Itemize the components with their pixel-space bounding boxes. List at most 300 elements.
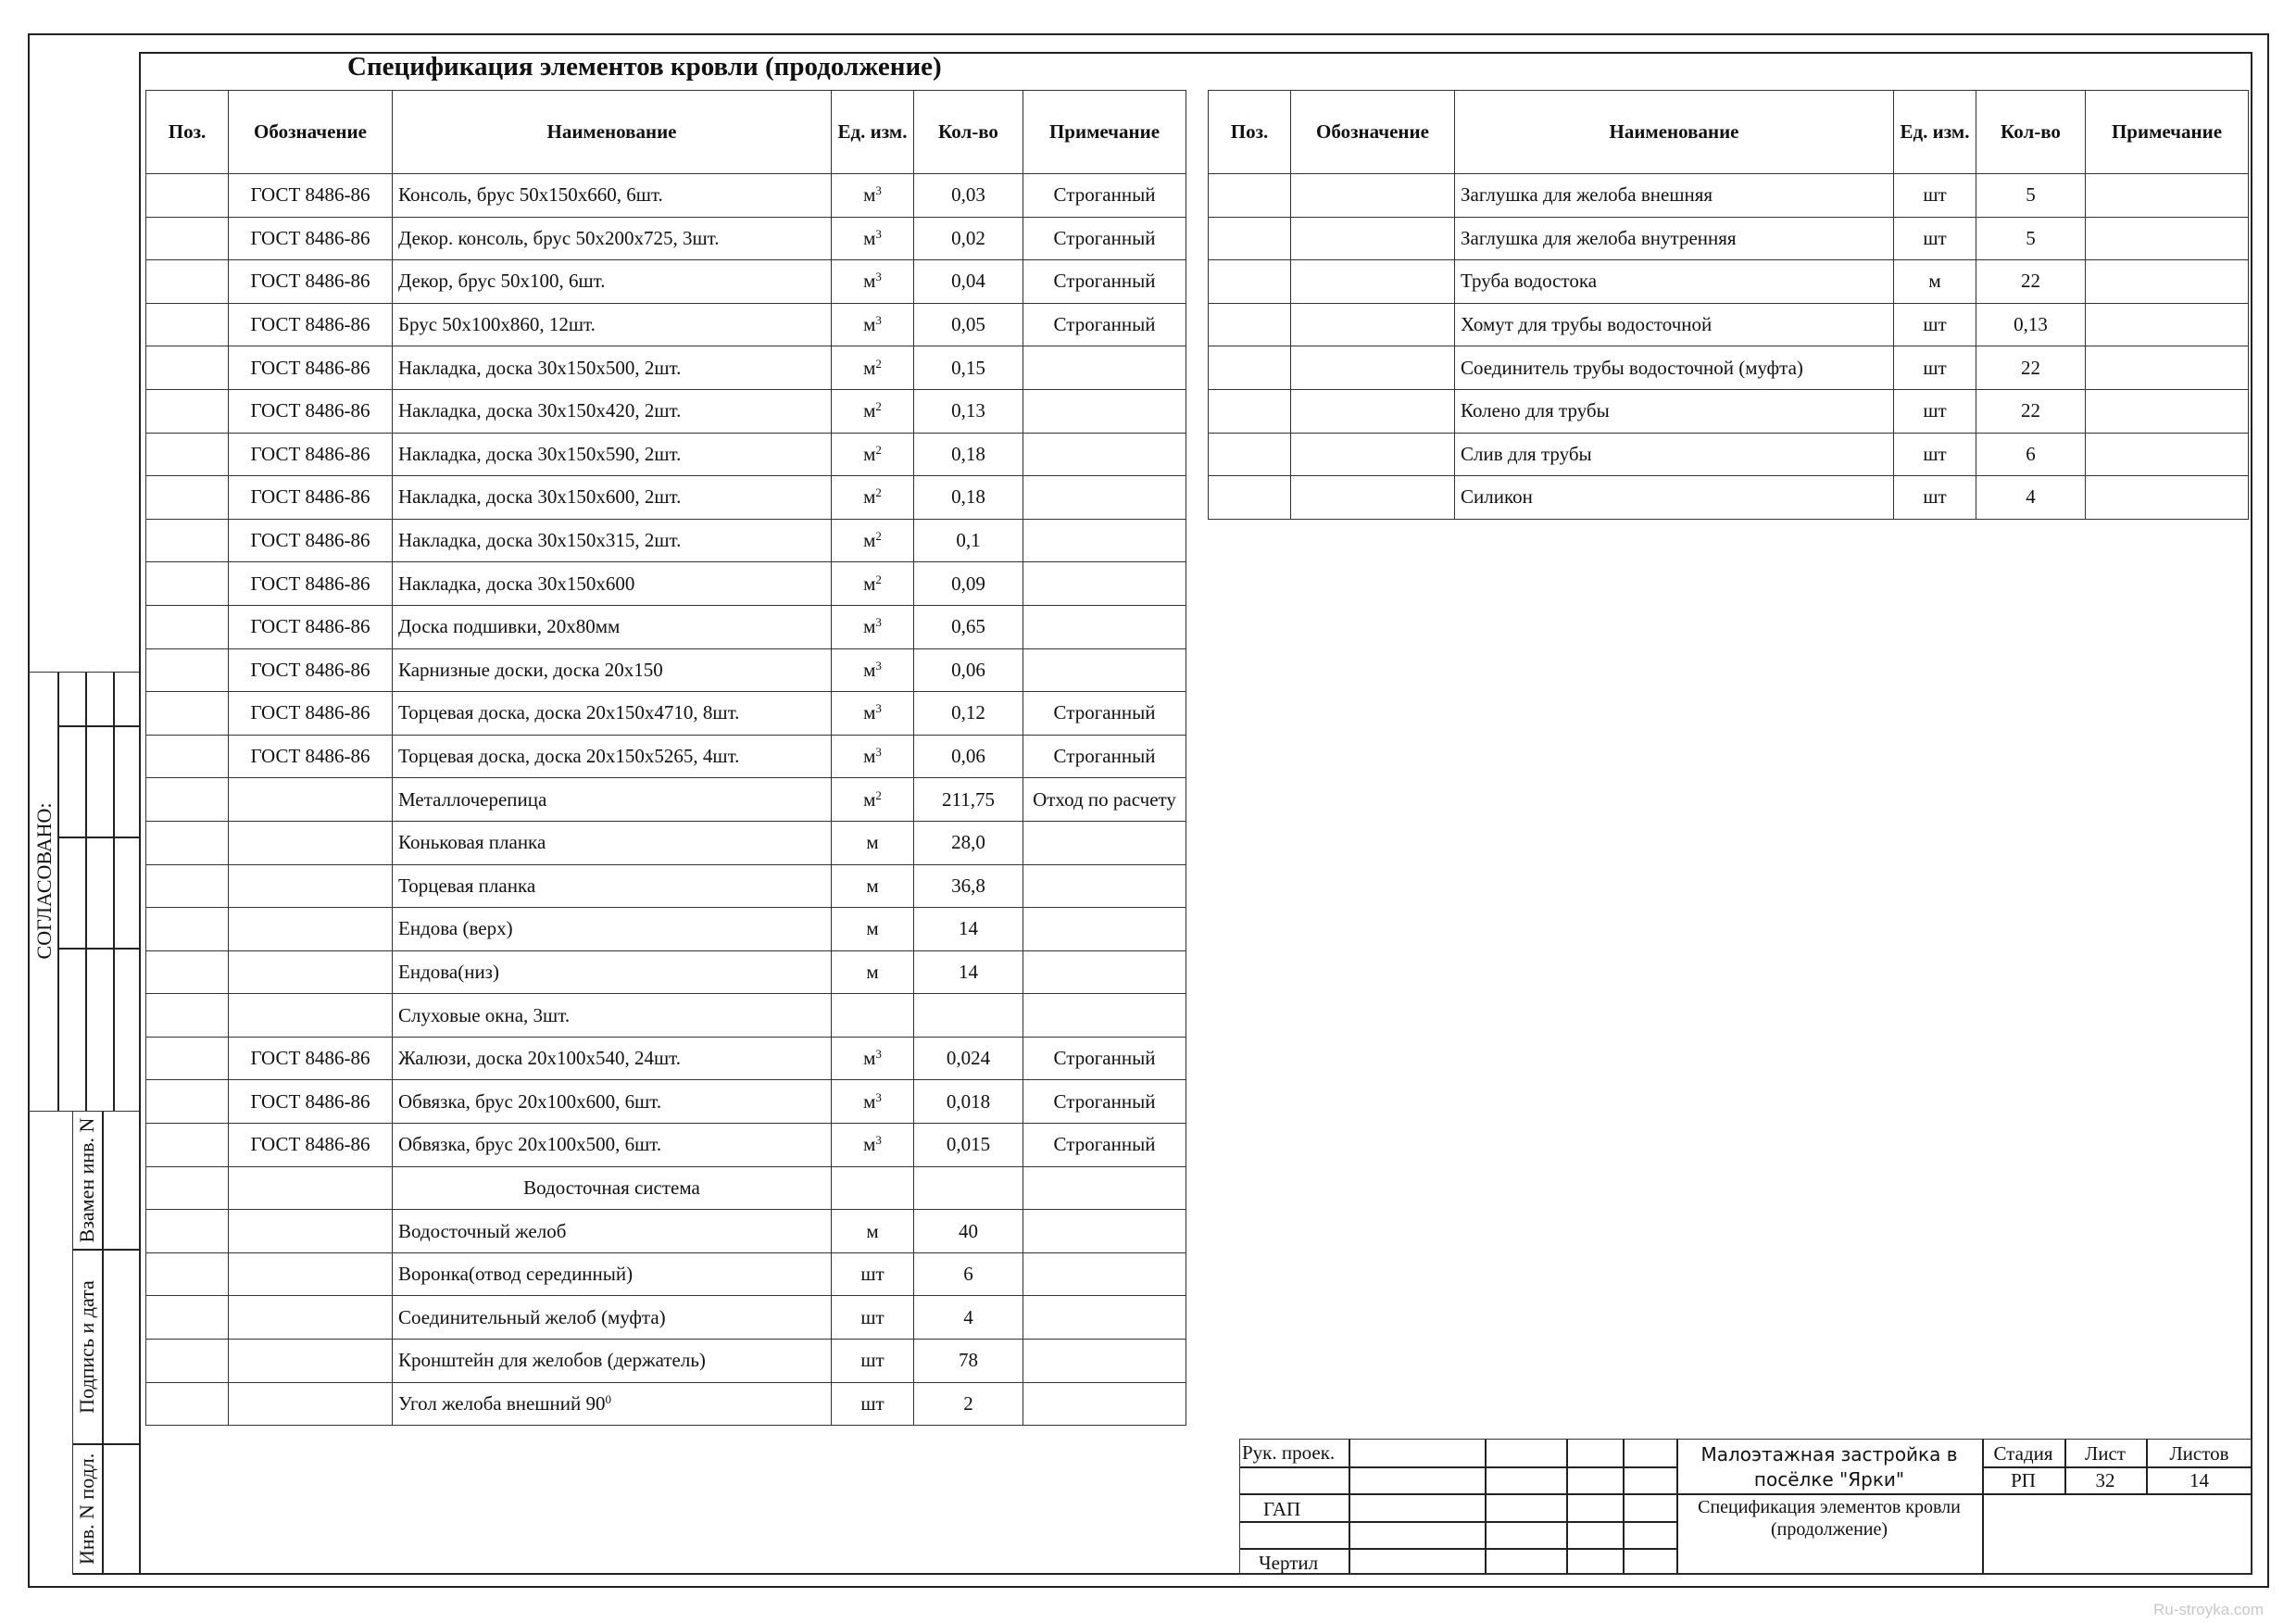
col-header-qty: Кол-во [1976,91,2086,174]
unit-superscript: 2 [875,356,882,371]
item-name: Накладка, доска 30х150х500, 2шт. [398,356,682,379]
item-name: Воронка(отвод серединный) [398,1263,634,1286]
cell-name [1455,174,1894,218]
cell-designation [229,1210,393,1253]
spec-table-right [1208,90,2249,520]
table-row [1209,303,2249,346]
agreement-strip-divider-2 [85,673,87,1111]
cell-note [1023,648,1186,692]
table-row [146,864,1186,908]
table-row [1209,346,2249,390]
sheet-title: Спецификация элементов кровли (продолжение) [347,52,942,82]
cell-qty: 14 [914,950,1023,994]
col-header-pos: Поз. [1209,91,1291,174]
cell-note: Строганный [1023,735,1186,778]
cell-pos [1209,217,1291,260]
cell-unit [832,1296,914,1340]
cell-pos [146,821,229,864]
cell-note [1023,346,1186,390]
cell-qty: 5 [1976,174,2086,218]
cell-pos [146,648,229,692]
item-name: Ендова (верх) [398,917,513,940]
cell-unit [832,821,914,864]
cell-unit [832,1252,914,1296]
outer-frame-right [2267,33,2269,1588]
cell-qty: 6 [1976,433,2086,476]
cell-note [1023,476,1186,520]
item-name: Торцевая доска, доска 20х150х4710, 8шт. [398,701,740,724]
unit-text: шт [860,1349,885,1372]
cell-qty: 78 [914,1340,1023,1383]
item-name: Слуховые окна, 3шт. [398,1003,571,1026]
cell-name [393,994,832,1038]
replace-inv-label: Взамен инв. N [75,1117,98,1243]
cell-designation: ГОСТ 8486-86 [229,433,393,476]
cell-unit [832,476,914,520]
cell-note: Строганный [1023,174,1186,218]
cell-pos [146,605,229,648]
unit-superscript: 3 [875,1047,882,1062]
table-header-row [146,91,1186,174]
item-name: Водосточная система [523,1176,700,1199]
cell-pos [146,389,229,433]
unit-text: м [866,960,879,983]
table-row [146,1080,1186,1124]
table-row [146,1382,1186,1426]
watermark: Ru-stroyka.com [2152,1601,2264,1618]
cell-note [1023,1382,1186,1426]
cell-pos [1209,346,1291,390]
item-name: Торцевая планка [398,874,536,897]
cell-unit [832,648,914,692]
unit-superscript: 3 [875,701,882,716]
cell-note [1023,605,1186,648]
table-row [1209,433,2249,476]
cell-unit [832,1382,914,1426]
tb-role-3: Чертил [1259,1552,1319,1574]
table-row [146,1210,1186,1253]
cell-unit [832,692,914,736]
item-name: Накладка, доска 30х150х600 [398,572,635,595]
cell-qty: 0,18 [914,433,1023,476]
unit-superscript: 2 [875,572,882,586]
col-header-pos: Поз. [146,91,229,174]
tb-hline-3 [1240,1493,2252,1495]
unit-superscript: 3 [875,1089,882,1104]
cell-name [393,821,832,864]
item-name: Угол желоба внешний 90 [398,1391,606,1415]
cell-qty: 22 [1976,389,2086,433]
tb-hline-2 [1982,1466,2252,1468]
unit-text: шт [860,1263,885,1286]
unit-text: м [863,485,876,509]
cell-qty: 0,06 [914,735,1023,778]
cell-name [393,389,832,433]
item-name: Брус 50х100х860, 12шт. [398,313,596,336]
cell-name [393,735,832,778]
item-name: Жалюзи, доска 20х100х540, 24шт. [398,1047,682,1070]
cell-name [1455,260,1894,304]
unit-text: шт [1923,183,1947,207]
outer-frame-top [28,33,2269,35]
cell-name [393,605,832,648]
cell-designation: ГОСТ 8486-86 [229,260,393,304]
table-row [146,519,1186,562]
cell-designation: ГОСТ 8486-86 [229,692,393,736]
cell-pos [146,994,229,1038]
cell-name [393,1124,832,1167]
table-row [146,1340,1186,1383]
cell-unit [832,303,914,346]
unit-text: м [863,1047,876,1070]
cell-designation: ГОСТ 8486-86 [229,346,393,390]
item-name: Водосточный желоб [398,1219,567,1242]
cell-note [1023,1340,1186,1383]
cell-note [1023,389,1186,433]
cell-note [2086,433,2249,476]
cell-qty: 0,018 [914,1080,1023,1124]
unit-text: шт [860,1391,885,1415]
cell-note [2086,217,2249,260]
cell-qty: 0,09 [914,562,1023,606]
unit-text: м [863,745,876,768]
spec-table-left [145,90,1186,1426]
cell-qty: 0,13 [914,389,1023,433]
item-name: Декор, брус 50х100, 6шт. [398,270,606,293]
cell-designation: ГОСТ 8486-86 [229,735,393,778]
cell-designation [229,821,393,864]
unit-superscript: 3 [875,226,882,241]
outer-frame-bottom [28,1586,2269,1588]
cell-designation [229,1252,393,1296]
table-row [146,174,1186,218]
cell-unit [832,1340,914,1383]
cell-note [1023,950,1186,994]
cell-unit [1894,260,1976,304]
cell-name [393,778,832,822]
cell-name [393,1252,832,1296]
cell-pos [1209,389,1291,433]
cell-unit [1894,389,1976,433]
cell-designation [229,994,393,1038]
col-header-designation: Обозначение [1291,91,1455,174]
cell-name [393,303,832,346]
cell-unit [1894,476,1976,520]
cell-name [393,1166,832,1210]
table-row [146,303,1186,346]
col-header-qty: Кол-во [914,91,1023,174]
cell-name [393,950,832,994]
cell-name [393,562,832,606]
cell-qty: 0,18 [914,476,1023,520]
table-row [146,1124,1186,1167]
cell-note: Строганный [1023,303,1186,346]
cell-note: Строганный [1023,1124,1186,1167]
cell-pos [146,1166,229,1210]
unit-text: шт [1923,356,1947,379]
cell-designation: ГОСТ 8486-86 [229,389,393,433]
cell-pos [1209,476,1291,520]
unit-text: шт [1923,442,1947,465]
cell-qty: 22 [1976,346,2086,390]
cell-note [1023,1252,1186,1296]
cell-unit [1894,346,1976,390]
agreement-strip-divider-3 [113,673,115,1111]
cell-qty: 5 [1976,217,2086,260]
cell-qty: 6 [914,1252,1023,1296]
cell-unit [832,389,914,433]
cell-name [393,692,832,736]
cell-name [1455,346,1894,390]
tb-hline-5 [1240,1548,1676,1550]
cell-designation [1291,433,1455,476]
cell-designation [1291,260,1455,304]
table-row [146,605,1186,648]
agreement-strip-row-1 [57,725,141,727]
unit-superscript: 3 [875,658,882,673]
unit-text: м [863,399,876,422]
unit-text: м [866,874,879,897]
cell-unit [832,346,914,390]
cell-qty: 0,03 [914,174,1023,218]
cell-note: Строганный [1023,217,1186,260]
item-name: Заглушка для желоба внутренняя [1461,226,1737,249]
cell-unit [832,217,914,260]
item-name: Соединитель трубы водосточной (муфта) [1461,356,1803,379]
cell-pos [1209,303,1291,346]
cell-designation [229,908,393,951]
col-header-designation: Обозначение [229,91,393,174]
table-row [146,346,1186,390]
cell-pos [146,519,229,562]
cell-designation [1291,174,1455,218]
unit-text: шт [860,1305,885,1328]
unit-text: м [863,442,876,465]
table-row [146,692,1186,736]
tb-project-line-2: посёлке "Ярки" [1753,1468,1905,1491]
cell-pos [146,1210,229,1253]
unit-superscript: 2 [875,442,882,457]
cell-note [1023,562,1186,606]
item-name: Слив для трубы [1461,442,1592,465]
cell-name [393,519,832,562]
cell-name [393,1296,832,1340]
agreement-strip-row-2 [57,837,141,838]
cell-unit [832,735,914,778]
cell-note [1023,519,1186,562]
cell-qty: 14 [914,908,1023,951]
table-row [146,389,1186,433]
cell-pos [146,476,229,520]
item-name: Кронштейн для желобов (держатель) [398,1349,706,1372]
unit-text: м [863,701,876,724]
cell-unit [832,1124,914,1167]
cell-qty: 0,12 [914,692,1023,736]
inner-frame-right [2251,52,2252,1575]
item-name: Обвязка, брус 20х100х500, 6шт. [398,1133,662,1156]
col-header-name: Наименование [1455,91,1894,174]
cell-note [1023,1166,1186,1210]
unit-text: шт [1923,399,1947,422]
cell-designation: ГОСТ 8486-86 [229,648,393,692]
table-row [146,1037,1186,1080]
unit-text: м [863,183,876,207]
item-name: Ендова(низ) [398,960,499,983]
unit-superscript: 3 [875,183,882,198]
cell-name [393,864,832,908]
cell-note: Строганный [1023,1037,1186,1080]
item-name: Колено для трубы [1461,399,1610,422]
cell-unit [832,433,914,476]
tb-hline-1 [1240,1466,1676,1468]
agreement-strip-divider-1 [57,673,59,1111]
cell-pos [1209,260,1291,304]
tb-vline-2 [1485,1440,1487,1574]
cell-name [1455,433,1894,476]
cell-note [2086,476,2249,520]
cell-unit [832,562,914,606]
cell-designation [1291,389,1455,433]
table-row [146,994,1186,1038]
table-row [146,821,1186,864]
unit-text: м [863,313,876,336]
tb-sheets-label: Листов [2169,1442,2229,1465]
agreed-label: СОГЛАСОВАНО: [32,802,56,960]
cell-note [2086,174,2249,218]
cell-name [1455,389,1894,433]
cell-designation [229,950,393,994]
signature-strip-row-1 [73,1249,141,1251]
inv-orig-label: Инв. N подл. [75,1453,98,1565]
unit-superscript: 2 [875,485,882,500]
cell-unit [1894,174,1976,218]
cell-designation: ГОСТ 8486-86 [229,605,393,648]
cell-designation: ГОСТ 8486-86 [229,1124,393,1167]
table-row [146,433,1186,476]
table-row [1209,217,2249,260]
cell-unit [1894,303,1976,346]
cell-qty: 0,13 [1976,303,2086,346]
cell-name [393,260,832,304]
table-row [146,476,1186,520]
cell-name [1455,476,1894,520]
agreement-strip-row-3 [57,948,141,950]
cell-qty: 22 [1976,260,2086,304]
cell-name [393,1210,832,1253]
cell-qty: 211,75 [914,778,1023,822]
cell-pos [146,1080,229,1124]
cell-unit [832,864,914,908]
cell-note [1023,908,1186,951]
unit-superscript: 2 [875,529,882,544]
unit-text: м [863,658,876,681]
cell-qty: 0,15 [914,346,1023,390]
cell-designation: ГОСТ 8486-86 [229,519,393,562]
unit-superscript: 3 [875,1133,882,1148]
table-row [146,1252,1186,1296]
unit-text: м [866,1219,879,1242]
unit-text: м [863,615,876,638]
cell-name [393,476,832,520]
tb-sheet-title-1: Спецификация элементов кровли [1698,1497,1961,1517]
cell-pos [146,562,229,606]
table-row [1209,260,2249,304]
unit-text: шт [1923,485,1947,509]
tb-sheet-title-2: (продолжение) [1770,1519,1888,1540]
cell-pos [146,1037,229,1080]
cell-designation [229,1340,393,1383]
item-name: Труба водостока [1461,270,1598,293]
table-row [146,735,1186,778]
cell-designation [1291,217,1455,260]
tb-vline-1 [1349,1440,1350,1574]
tb-vline-4 [1623,1440,1625,1574]
cell-designation: ГОСТ 8486-86 [229,1037,393,1080]
cell-unit [832,994,914,1038]
cell-designation [1291,476,1455,520]
cell-qty: 4 [914,1296,1023,1340]
unit-text: м [863,356,876,379]
cell-note [2086,303,2249,346]
item-name: Карнизные доски, доска 20х150 [398,658,663,681]
cell-designation [1291,346,1455,390]
tb-hline-4 [1240,1521,1676,1523]
table-row [146,562,1186,606]
cell-pos [146,864,229,908]
cell-note: Строганный [1023,692,1186,736]
cell-unit [832,260,914,304]
tb-sheet-value: 32 [2095,1469,2115,1491]
cell-designation: ГОСТ 8486-86 [229,476,393,520]
cell-unit [1894,433,1976,476]
cell-unit [832,908,914,951]
unit-text: шт [1923,226,1947,249]
cell-name [393,648,832,692]
table-row [146,648,1186,692]
cell-unit [1894,217,1976,260]
cell-pos [146,692,229,736]
signature-strip-divider [102,1112,104,1575]
cell-pos [1209,433,1291,476]
cell-qty: 2 [914,1382,1023,1426]
item-name: Силикон [1461,485,1533,509]
cell-name [393,1340,832,1383]
item-name: Накладка, доска 30х150х315, 2шт. [398,529,682,552]
table-row [146,1166,1186,1210]
cell-pos [146,1296,229,1340]
unit-text: м [863,529,876,552]
cell-pos [146,260,229,304]
item-name: Обвязка, брус 20х100х600, 6шт. [398,1089,662,1113]
cell-name [393,1382,832,1426]
cell-pos [146,1382,229,1426]
unit-text: м [863,1089,876,1113]
unit-text: м [863,787,876,811]
cell-note [1023,821,1186,864]
col-header-note: Примечание [2086,91,2249,174]
cell-name [393,433,832,476]
cell-pos [146,346,229,390]
cell-designation: ГОСТ 8486-86 [229,562,393,606]
table-header-row [1209,91,2249,174]
cell-designation [229,1382,393,1426]
cell-note: Строганный [1023,1080,1186,1124]
cell-unit [832,174,914,218]
unit-text: м [863,226,876,249]
cell-name [1455,303,1894,346]
tb-sheets-value: 14 [2189,1469,2209,1491]
tb-stage-value: РП [2011,1469,2036,1491]
